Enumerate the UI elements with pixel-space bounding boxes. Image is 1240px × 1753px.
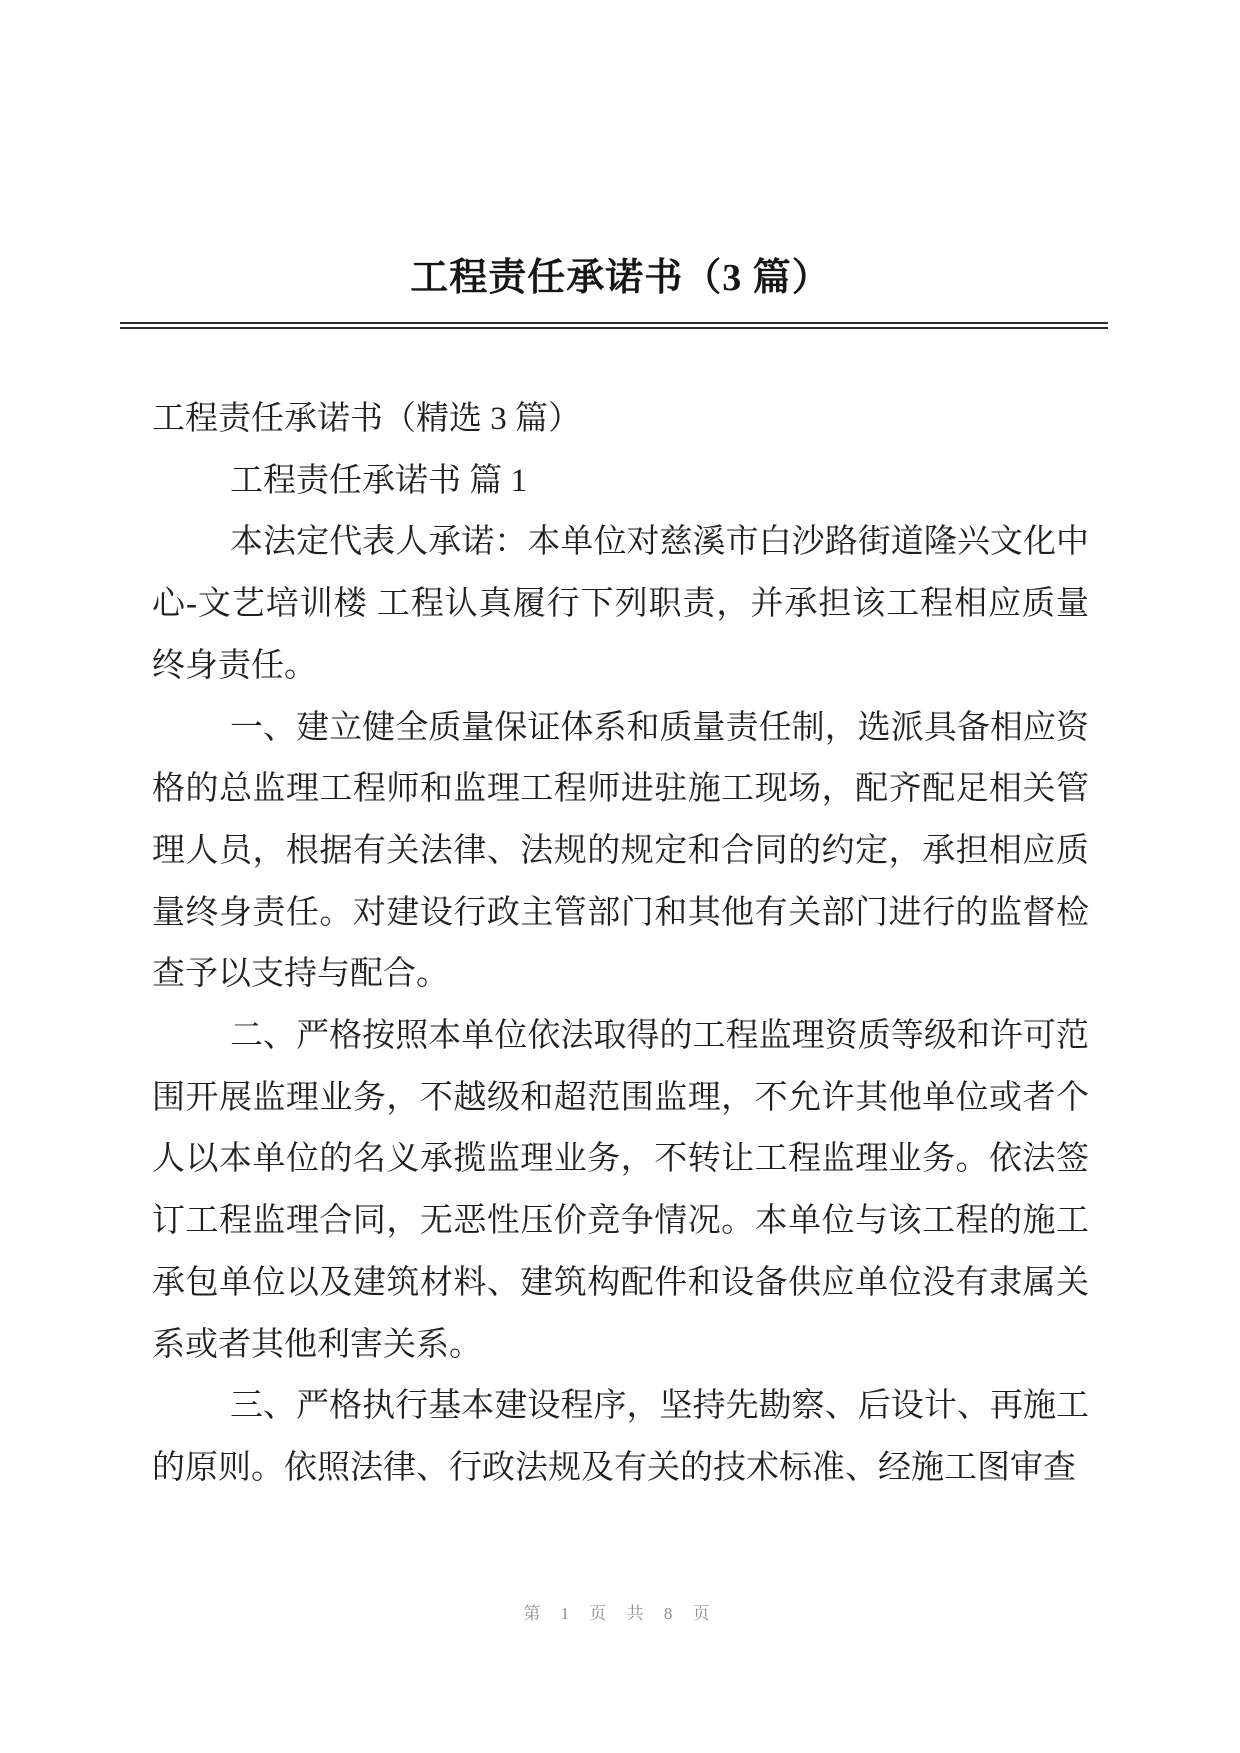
paragraph: 工程责任承诺书（精选 3 篇）: [152, 401, 581, 437]
paragraph: 二、严格按照本单位依法取得的工程监理资质等级和许可范围开展监理业务，不越级和超范围监理，不允许其他单位或者个人以本单位的名义承揽监理业务，不转让工程监理业务。依法签订工程监理合同，无恶性压价竞争情况。本单位与该工程的施工承包单位以及建筑材料、建筑构配件和设备供应单位没有隶属关系或者其他利害关系。: [152, 1018, 1089, 1363]
page-footer: [152, 1602, 1089, 1626]
document-body: [152, 389, 1089, 1500]
paragraph: 一、建立健全质量保证体系和质量责任制，选派具备相应资格的总监理工程师和监理工程师进驻施工现场，配齐配足相关管理人员，根据有关法律、法规的规定和合同的约定，承担相应质量终身责任。对建设行政主管部门和其他有关部门进行的监督检查予以支持与配合。: [152, 709, 1089, 993]
document-title: 工程责任承诺书（3 篇）: [410, 257, 831, 299]
title-divider: [120, 322, 1108, 329]
paragraph: 工程责任承诺书 篇 1: [230, 462, 527, 499]
paragraph: 本法定代表人承诺：本单位对慈溪市白沙路街道隆兴文化中心-文艺培训楼 工程认真履行下列职责，并承担该工程相应质量终身责任。: [152, 524, 1089, 684]
page-number-label: 第 1 页 共 8 页: [523, 1604, 718, 1623]
paragraph: 三、严格执行基本建设程序，坚持先勘察、后设计、再施工的原则。依照法律、行政法规及有关的技术标准、经施工图审查: [152, 1388, 1089, 1486]
